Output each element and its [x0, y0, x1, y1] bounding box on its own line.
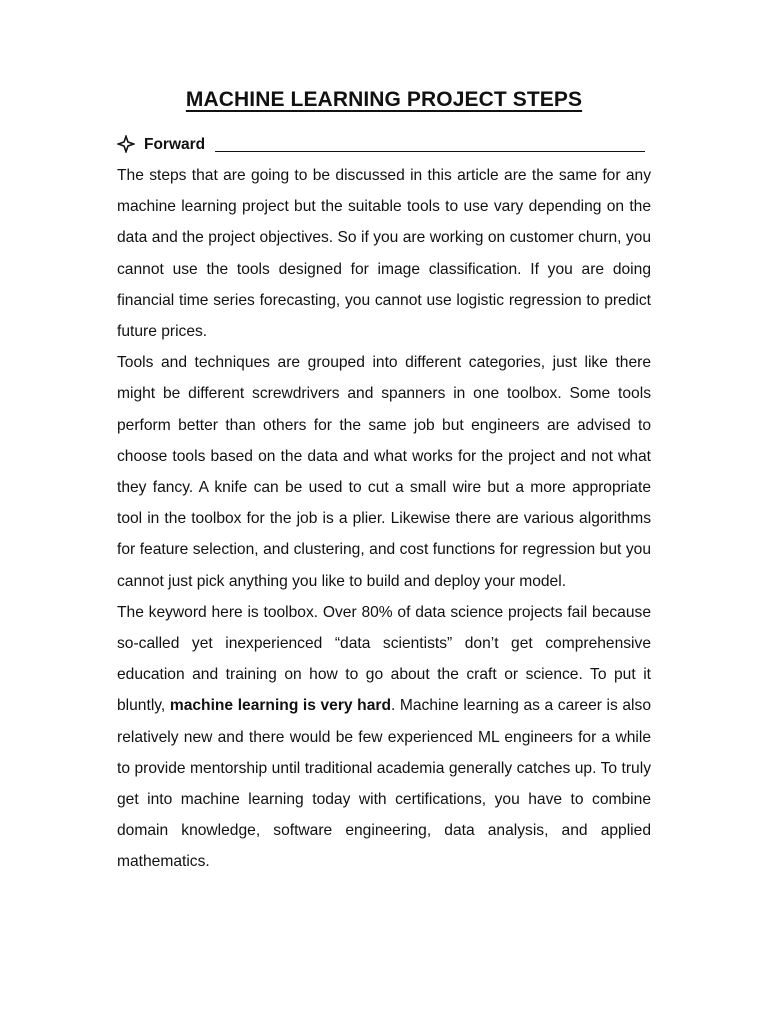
forward-underline	[215, 151, 645, 152]
paragraph-keyword-start: The keyword here is toolbox. Over 80% of data science projects fail because so-called yet inexperienced “data scientists” don’t get comprehensive education and training on how to go about the craft or science. To put it bluntly,	[117, 603, 651, 715]
paragraph-keyword	[117, 597, 651, 878]
paragraph-intro: The steps that are going to be discussed in this article are the same for any machine learning project but the suitable tools to use vary depending on the data and the project objectives. So if you are working on customer churn, you cannot use the tools designed for image classification. If you are doing financial time series forecasting, you cannot use logistic regression to predict future prices.	[117, 167, 651, 341]
page-title	[0, 88, 768, 112]
page-title-text: MACHINE LEARNING PROJECT STEPS	[185, 88, 583, 111]
forward-label: Forward	[144, 136, 206, 153]
article-body	[117, 160, 651, 878]
four-point-star-outline-icon	[117, 135, 135, 153]
paragraph-keyword-end: . Machine learning as a career is also relatively new and there would be few experienced ML engineers for a while to provide mentorship until traditional academia generally catches up. To truly get into machine learning today with certifications, you have to combine domain knowledge, software engineering, data analysis, and applied mathematics.	[117, 697, 651, 871]
emphasis-text: machine learning is very hard	[169, 697, 391, 715]
paragraph-tools: Tools and techniques are grouped into different categories, just like there might be different screwdrivers and spanners in one toolbox. Some tools perform better than others for the same job but engineers are advised to choose tools based on the data and what works for the project and not what they fancy. A knife can be used to cut a small wire but a more appropriate tool in the toolbox for the job is a plier. Likewise there are various algorithms for feature selection, and clustering, and cost functions for regression but you cannot just pick anything you like to build and deploy your model.	[117, 354, 651, 590]
forward-heading	[117, 132, 651, 154]
